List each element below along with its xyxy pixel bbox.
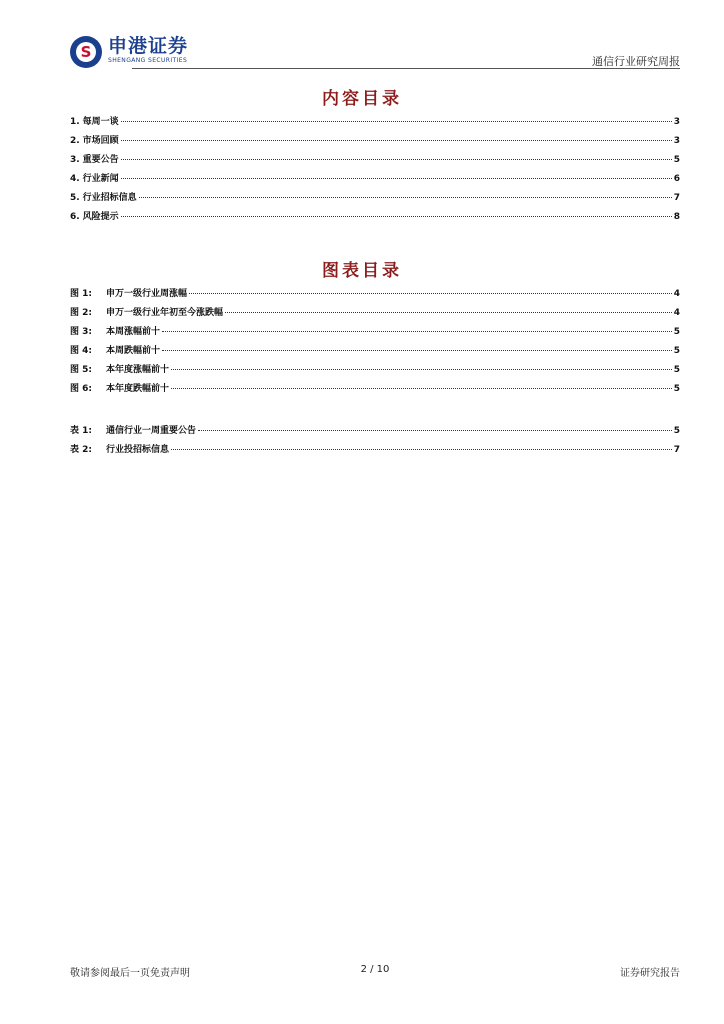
page-footer [70, 964, 680, 980]
brand-name-en: SHENGANG SECURITIES [108, 57, 188, 64]
figure-page: 4 [673, 308, 680, 318]
toc-entry[interactable] [70, 152, 680, 171]
figure-page: 5 [673, 365, 680, 375]
figure-page: 5 [673, 346, 680, 356]
page-number: 2 / 10 [360, 964, 390, 975]
figure-prefix: 图 2: [70, 308, 92, 318]
figure-label: 本年度涨幅前十 [106, 365, 170, 375]
table-prefix: 表 2: [70, 445, 92, 455]
toc-number: 2. [70, 136, 80, 146]
figure-prefix: 图 5: [70, 365, 92, 375]
figure-page: 5 [673, 384, 680, 394]
figure-label: 申万一级行业年初至今涨跌幅 [106, 308, 224, 318]
table-entry[interactable] [70, 442, 680, 461]
dot-leader [225, 312, 672, 313]
toc-label: 重要公告 [82, 155, 119, 165]
figure-prefix: 图 1: [70, 289, 92, 299]
dot-leader [189, 293, 672, 294]
table-page: 5 [673, 426, 680, 436]
figure-entry[interactable] [70, 286, 680, 305]
figure-label: 本周跌幅前十 [106, 346, 161, 356]
toc-page: 5 [673, 155, 680, 165]
figure-entry[interactable] [70, 305, 680, 324]
figure-entry[interactable] [70, 343, 680, 362]
dot-leader [162, 350, 672, 351]
dot-leader [162, 331, 672, 332]
dot-leader [171, 449, 672, 450]
figure-prefix: 图 6: [70, 384, 92, 394]
figure-label: 申万一级行业周涨幅 [106, 289, 188, 299]
contents-title: 内容目录 [322, 89, 402, 109]
figure-prefix: 图 3: [70, 327, 92, 337]
dot-leader [171, 369, 672, 370]
tables-list [70, 423, 680, 461]
footer-doc-type: 证券研究报告 [620, 968, 680, 979]
figures-title: 图表目录 [322, 261, 402, 281]
toc-page: 3 [673, 117, 680, 127]
toc-page: 7 [673, 193, 680, 203]
brand-text [108, 35, 188, 65]
toc-number: 4. [70, 174, 80, 184]
figure-page: 5 [673, 327, 680, 337]
table-prefix: 表 1: [70, 426, 92, 436]
dot-leader [198, 430, 672, 431]
toc-number: 6. [70, 212, 80, 222]
figure-entry[interactable] [70, 362, 680, 381]
dot-leader [121, 140, 672, 141]
dot-leader [121, 159, 672, 160]
table-page: 7 [673, 445, 680, 455]
toc-page: 6 [673, 174, 680, 184]
figure-label: 本周涨幅前十 [106, 327, 161, 337]
brand-name-cn: 申港证券 [108, 35, 189, 57]
table-label: 行业投招标信息 [106, 445, 170, 455]
toc-entry[interactable] [70, 171, 680, 190]
toc-entry[interactable] [70, 209, 680, 228]
dot-leader [121, 121, 672, 122]
toc-entry[interactable] [70, 114, 680, 133]
logo-glyph: S [76, 42, 96, 62]
toc-page: 3 [673, 136, 680, 146]
report-type: 通信行业研究周报 [592, 55, 680, 68]
figure-prefix: 图 4: [70, 346, 92, 356]
footer-disclaimer: 敬请参阅最后一页免责声明 [70, 968, 190, 979]
toc-number: 5. [70, 193, 80, 203]
company-logo-icon [70, 36, 102, 68]
toc-label: 每周一谈 [82, 117, 119, 127]
toc-number: 1. [70, 117, 80, 127]
table-entry[interactable] [70, 423, 680, 442]
figures-list [70, 286, 680, 400]
toc-label: 风险提示 [82, 212, 119, 222]
figure-entry[interactable] [70, 381, 680, 400]
figure-entry[interactable] [70, 324, 680, 343]
toc-page: 8 [673, 212, 680, 222]
header-divider [132, 68, 680, 69]
page-header [70, 33, 680, 73]
figure-page: 4 [673, 289, 680, 299]
dot-leader [121, 178, 672, 179]
table-label: 通信行业一周重要公告 [106, 426, 197, 436]
toc-label: 行业新闻 [82, 174, 119, 184]
contents-list [70, 114, 680, 228]
dot-leader [171, 388, 672, 389]
toc-entry[interactable] [70, 190, 680, 209]
toc-label: 市场回顾 [82, 136, 119, 146]
dot-leader [121, 216, 672, 217]
dot-leader [139, 197, 672, 198]
toc-label: 行业招标信息 [82, 193, 137, 203]
figure-label: 本年度跌幅前十 [106, 384, 170, 394]
toc-number: 3. [70, 155, 80, 165]
toc-entry[interactable] [70, 133, 680, 152]
